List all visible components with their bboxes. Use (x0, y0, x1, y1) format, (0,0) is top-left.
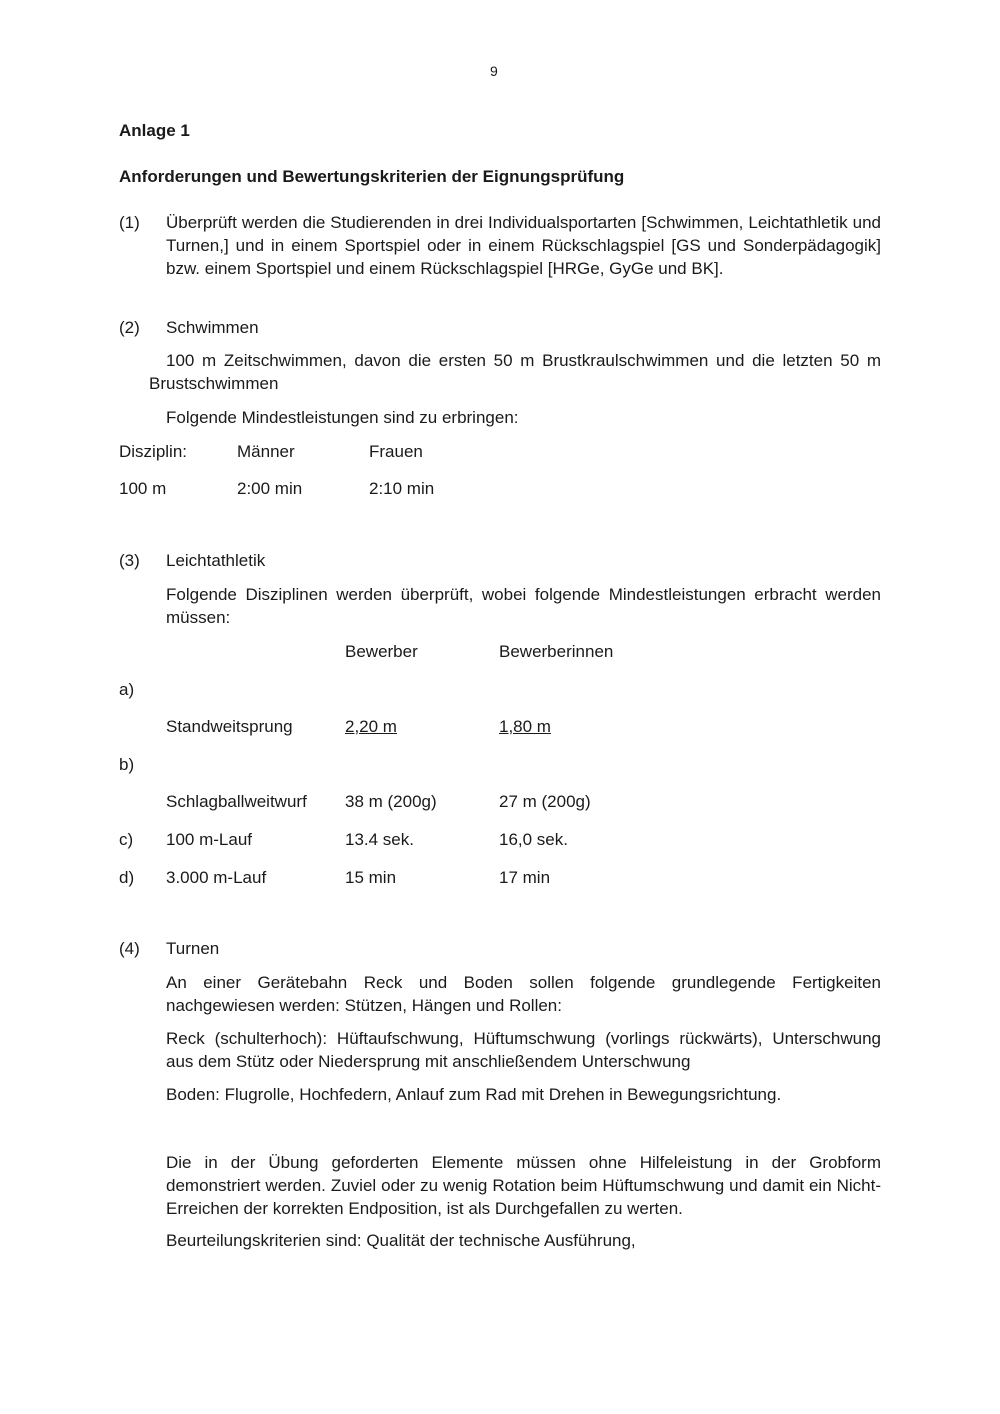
page-number: 9 (490, 63, 498, 79)
gymnastics-paragraph-5: Beurteilungskriterien sind: Qualität der technische Ausführung, (166, 1231, 636, 1250)
swim-description-line2: Brustschwimmen (149, 374, 279, 393)
gymnastics-paragraph-3: Boden: Flugrolle, Hochfedern, Anlauf zum Rad mit Drehen in Bewegungsrichtung. (166, 1085, 782, 1104)
athletics-item-letter: d) (119, 868, 135, 887)
athletics-item-male: 38 m (200g) (345, 792, 437, 811)
gymnastics-paragraph-4: Die in der Übung geforderten Elemente müssen ohne Hilfeleistung in der Grobform demonstriert werden. Zuviel oder zu wenig Rotation beim Hüftumschwung und damit ein Nicht-Erreichen der korrekten Endposition, ist als Durchgefallen zu werten. (166, 1153, 881, 1218)
athletics-item-letter: a) (119, 680, 135, 699)
section-1-number: (1) (119, 213, 140, 232)
athletics-item-female: 1,80 m (499, 717, 551, 736)
athletics-item-letter: c) (119, 830, 134, 849)
section-2-title: Schwimmen (166, 318, 259, 337)
swim-description-line1: 100 m Zeitschwimmen, davon die ersten 50 m Brustkraulschwimmen und die letzten 50 m (166, 351, 881, 370)
section-2-number: (2) (119, 318, 140, 337)
gymnastics-paragraph-1: An einer Gerätebahn Reck und Boden sollen folgende grundlegende Fertigkeiten nachgewiesen werden: Stützen, Hängen und Rollen: (166, 973, 881, 1015)
section-1-text: Überprüft werden die Studierenden in drei Individualsportarten [Schwimmen, Leichtathletik und Turnen,] und in einem Sportspiel oder in einem Rückschlagspiel [GS und Sonderpädagogik] bzw. einem Sportspiel und einem Rückschlagspiel [HRGe, GyGe und BK]. (166, 213, 881, 278)
athletics-item-female: 17 min (499, 868, 551, 887)
athletics-header-female: Bewerberinnen (499, 642, 614, 661)
swim-table-header-women: Frauen (369, 442, 423, 461)
athletics-item-name: 100 m-Lauf (166, 830, 252, 849)
athletics-item-female: 27 m (200g) (499, 792, 591, 811)
page-heading: Anlage 1 (119, 121, 190, 140)
swim-table-header-men: Männer (237, 442, 295, 461)
athletics-item-male: 2,20 m (345, 717, 397, 736)
section-4-number: (4) (119, 939, 140, 958)
athletics-item-name: Standweitsprung (166, 717, 293, 736)
page-subheading: Anforderungen und Bewertungskriterien der Eignungsprüfung (119, 167, 625, 186)
swim-table-cell-women: 2:10 min (369, 479, 435, 498)
swim-table-cell-discipline: 100 m (119, 479, 167, 498)
athletics-item-name: 3.000 m-Lauf (166, 868, 267, 887)
section-3-number: (3) (119, 551, 140, 570)
swim-table-cell-men: 2:00 min (237, 479, 303, 498)
section-4-title: Turnen (166, 939, 220, 958)
athletics-item-male: 15 min (345, 868, 397, 887)
athletics-item-letter: b) (119, 755, 135, 774)
athletics-item-male: 13.4 sek. (345, 830, 414, 849)
swim-minimum-text: Folgende Mindestleistungen sind zu erbringen: (166, 408, 519, 427)
athletics-item-name: Schlagballweitwurf (166, 792, 307, 811)
section-3-title: Leichtathletik (166, 551, 266, 570)
swim-table-header-discipline: Disziplin: (119, 442, 188, 461)
athletics-item-female: 16,0 sek. (499, 830, 568, 849)
gymnastics-paragraph-2: Reck (schulterhoch): Hüftaufschwung, Hüftumschwung (vorlings rückwärts), Unterschwung aus dem Stütz oder Niedersprung mit anschließendem Unterschwung (166, 1029, 881, 1071)
athletics-header-male: Bewerber (345, 642, 418, 661)
athletics-intro: Folgende Disziplinen werden überprüft, wobei folgende Mindestleistungen erbracht werden müssen: (166, 585, 881, 627)
